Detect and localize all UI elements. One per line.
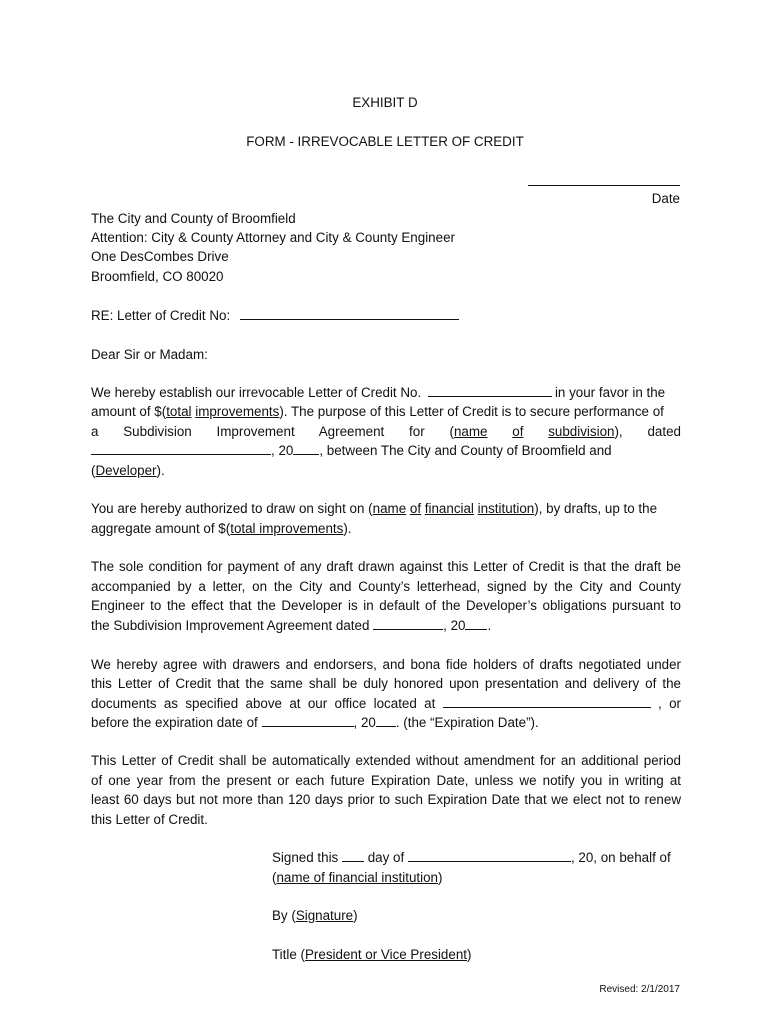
placeholder-subdivision: subdivision [548, 424, 615, 439]
institution-line [272, 870, 681, 885]
para1-text: Improvement [216, 424, 295, 439]
subdivision-placeholder [449, 424, 487, 439]
para2-text: You are hereby authorized to draw on sight on ( [91, 501, 373, 516]
para1-text: ( [449, 424, 454, 439]
placeholder-name: name [453, 424, 488, 439]
signature-text: Signed this [272, 850, 339, 865]
para1-line-1 [91, 385, 681, 400]
para3-line-2: accompanied by a letter, on the City and County’s letterhead, signed by the City and County [91, 579, 681, 594]
re-label: RE: Letter of Credit No: [91, 308, 231, 323]
address-line-4: Broomfield, CO 80020 [91, 269, 224, 284]
expiration-date-blank [262, 715, 354, 727]
signature-text: By ( [272, 908, 296, 923]
para4-line-1: We hereby agree with drawers and endorsers, and bona fide holders of drafts negotiated under [91, 657, 681, 672]
signature-text: ) [438, 870, 443, 885]
para4-text: documents as specified above at our office located at [91, 696, 436, 711]
signature-text: ( [272, 870, 277, 885]
para1-text: We hereby establish our irrevocable Letter of Credit No. [91, 385, 422, 400]
para5-line-4: this Letter of Credit. [91, 812, 208, 827]
para1-text: for [409, 424, 425, 439]
para1-text: a [91, 424, 99, 439]
para4-text: . (the “Expiration Date”). [395, 715, 539, 730]
para1-text: Agreement [318, 424, 385, 439]
para2-text: ). [343, 521, 352, 536]
agreement-date-blank [91, 443, 271, 455]
signed-day-blank [342, 850, 364, 862]
placeholder-of: of [409, 501, 422, 516]
para5-line-1: This Letter of Credit shall be automatically extended without amendment for an additional period [91, 753, 681, 768]
para1-line-3 [91, 424, 681, 439]
placeholder-developer: Developer [95, 463, 157, 478]
address-line-2: Attention: City & County Attorney and City & County Engineer [91, 230, 455, 245]
para2-line-2 [91, 521, 681, 536]
title-line [272, 947, 681, 962]
para3-line-1: The sole condition for payment of any draft drawn against this Letter of Credit is that the draft be [91, 559, 681, 574]
para1-text: ), [614, 424, 623, 439]
para4-line-3 [91, 696, 681, 711]
para2-text: ), by drafts, up to the [534, 501, 658, 516]
para1-text: Subdivision [123, 424, 192, 439]
credit-no-blank [428, 385, 552, 397]
para1-text: amount of $( [91, 404, 167, 419]
placeholder-improvements: improvements [195, 404, 280, 419]
para1-line-5 [91, 463, 681, 478]
para1-line-2 [91, 404, 681, 419]
para1-text: ). The purpose of this Letter of Credit is to secure performance of [279, 404, 664, 419]
by-line [272, 908, 681, 923]
signature-text: day of [367, 850, 405, 865]
para1-line-4 [91, 443, 681, 458]
para5-line-3: least 60 days but not more than 120 days prior to such Expiration Date that we elect not to renew [91, 792, 681, 807]
para4-text: , 20 [353, 715, 376, 730]
para3-line-3: Engineer to the effect that the Developer is in default of the Developer’s obligations pursuant to [91, 598, 681, 613]
para1-text: ( [91, 463, 96, 478]
placeholder-total: total [166, 404, 192, 419]
para4-text: , or [658, 696, 681, 711]
signature-text: ) [467, 947, 472, 962]
placeholder-institution-name: name of financial institution [276, 870, 438, 885]
placeholder-of: of [512, 424, 524, 439]
placeholder-institution: institution [477, 501, 535, 516]
signature-text: ) [353, 908, 358, 923]
revised-date: Revised: 2/1/2017 [599, 984, 680, 995]
signed-line [272, 850, 681, 865]
para1-text: ). [156, 463, 165, 478]
para3-line-4 [91, 618, 681, 633]
para1-text: in your favor in the [554, 385, 666, 400]
exhibit-heading: EXHIBIT D [352, 95, 418, 110]
signature-text: , 20, on behalf of [570, 850, 671, 865]
para3-text: , 20 [443, 618, 466, 633]
address-line-3: One DesCombes Drive [91, 249, 229, 264]
agreement-year-blank [293, 443, 319, 455]
signed-month-blank [408, 850, 571, 862]
re-line [91, 308, 681, 323]
para3-text: . [487, 618, 492, 633]
para5-line-2: of one year from the present or each future Expiration Date, unless we notify you in writing at [91, 773, 681, 788]
credit-number-blank [240, 308, 459, 320]
para1-text: , between The City and County of Broomfield and [319, 443, 612, 458]
sia-date-blank [373, 618, 443, 630]
form-title: FORM - IRREVOCABLE LETTER OF CREDIT [246, 134, 524, 149]
placeholder-total-improvements: total improvements [230, 521, 344, 536]
date-label: Date [651, 191, 680, 206]
para4-line-4 [91, 715, 681, 730]
subdivision-placeholder-end [548, 424, 622, 439]
salutation: Dear Sir or Madam: [91, 347, 208, 362]
office-location-blank [443, 696, 651, 708]
address-line-1: The City and County of Broomfield [91, 211, 296, 226]
para2-text: aggregate amount of $( [91, 521, 231, 536]
para4-line-2: this Letter of Credit that the same shall be duly honored upon presentation and delivery of the [91, 676, 681, 691]
para1-text: dated [647, 424, 681, 439]
placeholder-title: President or Vice President [304, 947, 467, 962]
signature-text: Title ( [272, 947, 305, 962]
sia-year-blank [465, 618, 487, 630]
date-blank-line [528, 185, 680, 186]
placeholder-name: name [372, 501, 407, 516]
expiration-year-blank [376, 715, 396, 727]
placeholder-signature: Signature [295, 908, 354, 923]
placeholder-financial: financial [424, 501, 474, 516]
para3-text: the Subdivision Improvement Agreement dated [91, 618, 370, 633]
para2-line-1 [91, 501, 681, 516]
para1-text: , 20 [271, 443, 294, 458]
para4-text: before the expiration date of [91, 715, 258, 730]
